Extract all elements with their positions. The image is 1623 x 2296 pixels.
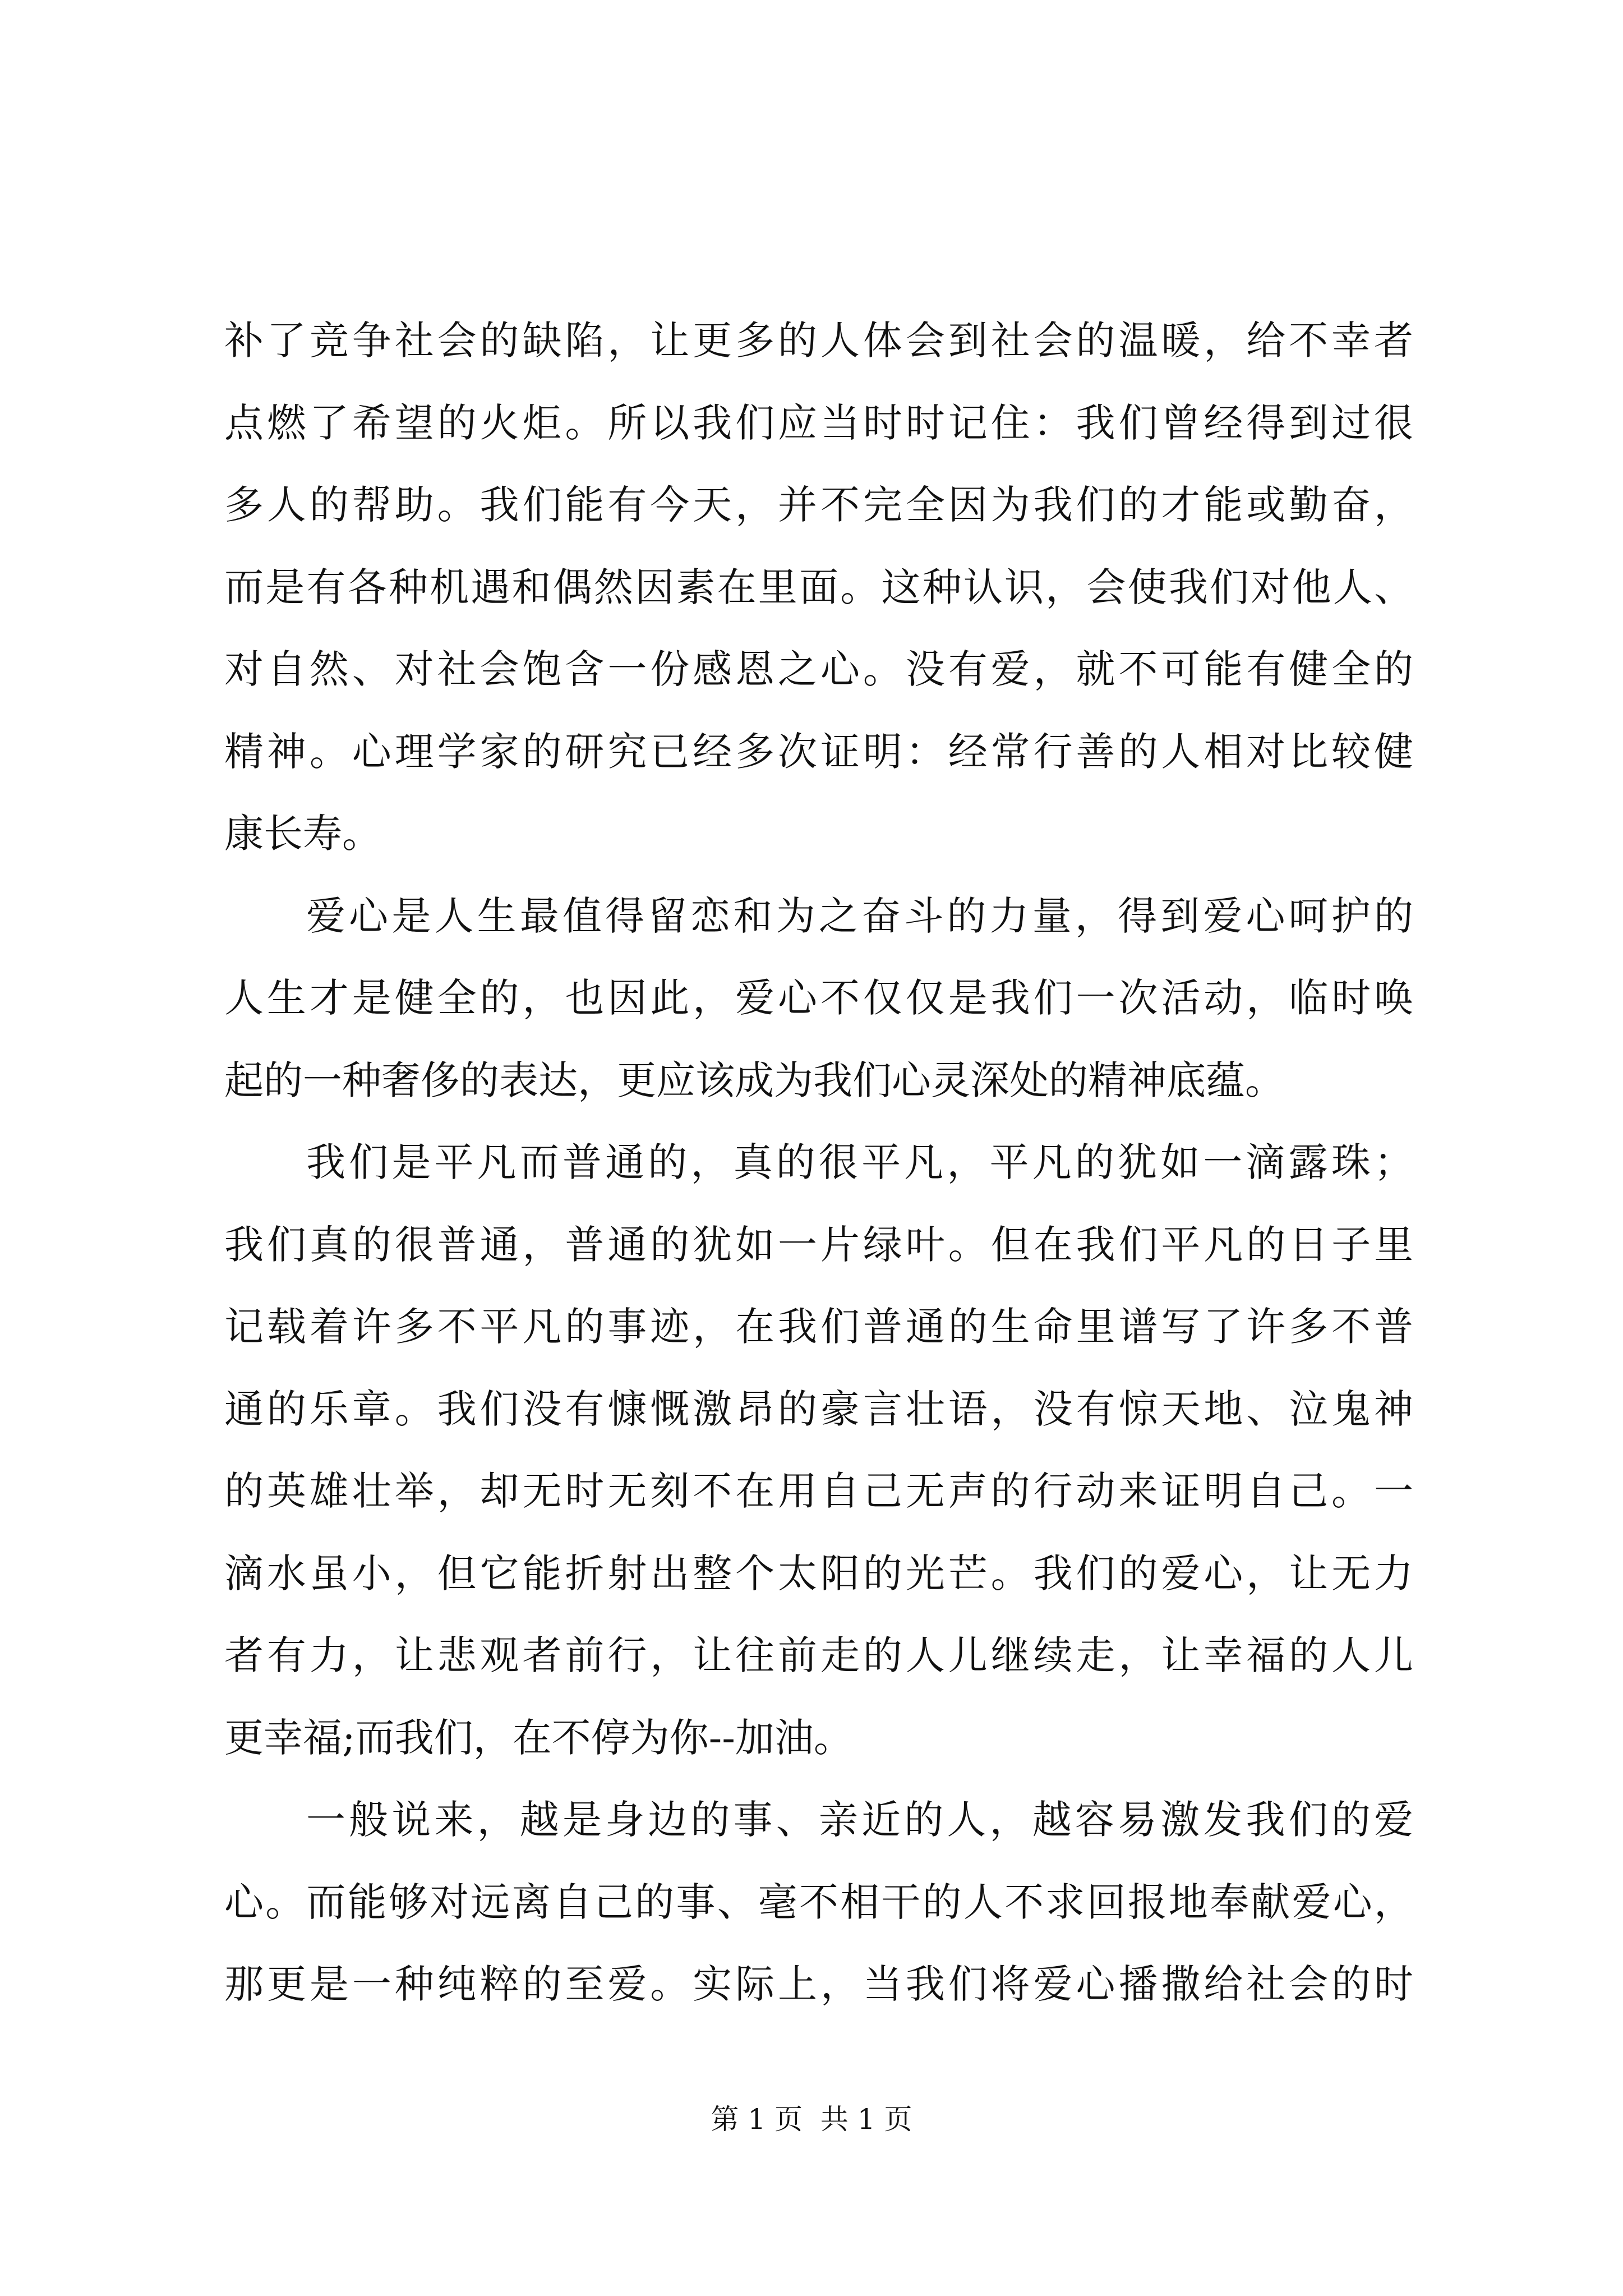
- text-line: 滴水虽小，但它能折射出整个太阳的光芒。我们的爱心，让无力: [224, 1550, 1413, 1596]
- text-line: 康长寿。: [224, 811, 381, 857]
- text-line: 的英雄壮举，却无时无刻不在用自己无声的行动来证明自己。一: [224, 1468, 1413, 1514]
- text-line: 爱心是人生最值得留恋和为之奋斗的力量，得到爱心呵护的: [306, 892, 1413, 939]
- text-line: 更幸福;而我们，在不停为你--加油。: [224, 1714, 853, 1761]
- text-line: 起的一种奢侈的表达，更应该成为我们心灵深处的精神底蕴。: [224, 1057, 1284, 1103]
- page-footer: 第 1 页 共 1 页: [711, 2103, 912, 2136]
- text-line: 对自然、对社会饱含一份感恩之心。没有爱，就不可能有健全的: [224, 646, 1413, 692]
- text-line: 精神。心理学家的研究已经多次证明：经常行善的人相对比较健: [224, 728, 1413, 775]
- text-line: 补了竞争社会的缺陷，让更多的人体会到社会的温暖，给不幸者: [224, 318, 1413, 364]
- text-line: 记载着许多不平凡的事迹，在我们普通的生命里谱写了许多不普: [224, 1304, 1413, 1350]
- text-line: 点燃了希望的火炬。所以我们应当时时记住：我们曾经得到过很: [224, 399, 1413, 446]
- text-line: 多人的帮助。我们能有今天，并不完全因为我们的才能或勤奋，: [224, 482, 1413, 528]
- text-line: 通的乐章。我们没有慷慨激昂的豪言壮语，没有惊天地、泣鬼神: [224, 1386, 1413, 1432]
- text-line: 我们真的很普通，普通的犹如一片绿叶。但在我们平凡的日子里: [224, 1221, 1413, 1268]
- document-body: [224, 300, 1413, 2026]
- text-line: 人生才是健全的，也因此，爱心不仅仅是我们一次活动，临时唤: [224, 975, 1413, 1021]
- text-line: 我们是平凡而普通的，真的很平凡，平凡的犹如一滴露珠；: [306, 1139, 1413, 1185]
- text-line: 而是有各种机遇和偶然因素在里面。这种认识，会使我们对他人、: [224, 564, 1413, 610]
- text-line: 一般说来，越是身边的事、亲近的人，越容易激发我们的爱: [306, 1797, 1413, 1843]
- text-line: 那更是一种纯粹的至爱。实际上，当我们将爱心播撒给社会的时: [224, 1961, 1413, 2007]
- text-line: 心。而能够对远离自己的事、毫不相干的人不求回报地奉献爱心，: [224, 1879, 1413, 1925]
- text-line: 者有力，让悲观者前行，让往前走的人儿继续走，让幸福的人儿: [224, 1632, 1413, 1678]
